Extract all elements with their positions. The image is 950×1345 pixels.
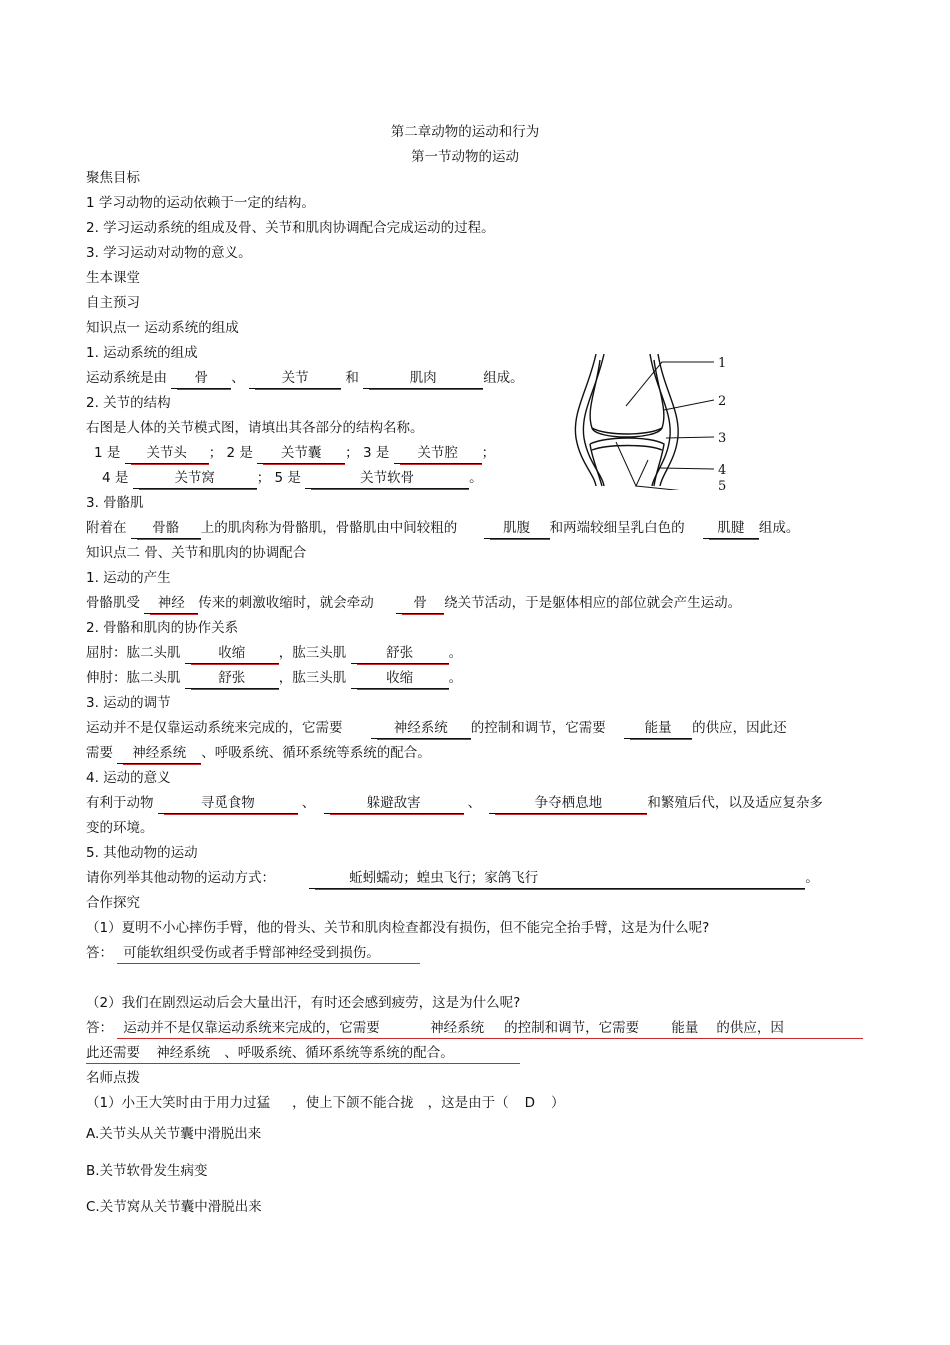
text: 、呼吸系统、循环系统等系统的配合。	[201, 745, 431, 761]
kp2-s3-line1	[86, 718, 787, 739]
text: 和	[345, 370, 359, 386]
answer-blank: 能量	[624, 718, 692, 739]
joint-capsule-right	[650, 354, 670, 486]
text: 的控制和调节，它需要	[504, 1020, 640, 1036]
text: 有利于动物	[86, 795, 154, 811]
text: 4 是	[102, 470, 129, 486]
joint-head	[590, 360, 664, 434]
text: ，这是由于（	[427, 1095, 509, 1111]
answer-key: 能量	[671, 1020, 699, 1036]
text: （1）小王大笑时由于用力过猛	[86, 1095, 271, 1111]
kp2-s2-title: 2. 骨骼和肌肉的协作关系	[86, 620, 239, 636]
option-c: C.关节窝从关节囊中滑脱出来	[86, 1199, 262, 1215]
kp2-ext	[86, 668, 462, 689]
answer-blank: 关节窝	[133, 468, 257, 489]
text: 、	[231, 370, 245, 386]
answer-blank: 舒张	[351, 643, 449, 664]
answer-blank: 躲避敌害	[324, 793, 464, 814]
figure-label: 5	[718, 479, 727, 490]
answer-text: 可能软组织受伤或者手臂部神经受到损伤。	[117, 943, 420, 964]
text: 需要	[86, 745, 113, 761]
kp1-s1-title: 1. 运动系统的组成	[86, 345, 198, 361]
text: 组成。	[758, 520, 800, 536]
goal-item: 1 学习动物的运动依赖于一定的结构。	[86, 195, 315, 211]
kp1-s2-title: 2. 关节的结构	[86, 395, 171, 411]
answer-blank: 关节软骨	[305, 468, 469, 489]
option-a: A.关节头从关节囊中滑脱出来	[86, 1126, 262, 1142]
text: 骨骼肌受	[86, 595, 140, 611]
answer-choice: D	[524, 1095, 535, 1111]
text: ； 2 是	[208, 445, 253, 461]
figure-label: 3	[718, 431, 727, 446]
section-title: 第一节动物的运动	[411, 149, 519, 165]
answer-blank: 神经	[144, 593, 198, 614]
joint-capsule-left-outer	[575, 354, 596, 486]
kp1-s3-title: 3. 骨骼肌	[86, 495, 144, 511]
answer-blank: 舒张	[185, 668, 279, 689]
explore-a2-line1	[86, 1018, 863, 1039]
kp2-s4-title: 4. 运动的意义	[86, 770, 171, 786]
figure-label: 4	[718, 463, 727, 478]
answer-blank: 骨	[396, 593, 444, 614]
answer-blank: 争夺栖息地	[489, 793, 647, 814]
text: 绕关节活动，于是躯体相应的部位就会产生运动。	[444, 595, 742, 611]
text: 。	[805, 870, 819, 886]
text: 的控制和调节，它需要	[470, 720, 606, 736]
text: ，使上下颌不能合拢	[292, 1095, 414, 1111]
answer-label: 答：	[86, 945, 113, 961]
leader-line-3	[666, 437, 714, 438]
leader-line-1	[626, 362, 714, 406]
tips-q1	[86, 1093, 565, 1113]
answer-blank: 神经系统	[117, 743, 201, 764]
kp2-s4-line2: 变的环境。	[86, 820, 154, 836]
text: ； 5 是	[256, 470, 301, 486]
text: 。	[448, 670, 463, 686]
kp1-s2-desc: 右图是人体的关节模式图，请填出其各部分的结构名称。	[86, 420, 424, 436]
answer-blank: 关节头	[125, 443, 209, 464]
kp1-s1-sentence	[86, 368, 524, 389]
kp1-s2-line1	[94, 443, 495, 464]
text: 的供应，因	[716, 1020, 784, 1036]
answer-blank: 神经系统	[371, 718, 471, 739]
text: 传来的刺激收缩时，就会牵动	[198, 595, 374, 611]
text: 伸肘：肱二头肌	[86, 670, 181, 686]
leader-line-5	[616, 442, 714, 490]
text: 上的肌肉称为骨骼肌，骨骼肌由中间较粗的	[200, 520, 458, 536]
text: 运动系统是由	[86, 370, 167, 386]
answer-label: 答：	[86, 1020, 113, 1036]
explore-heading: 合作探究	[86, 895, 140, 911]
joint-diagram	[566, 350, 738, 490]
text: 。	[448, 645, 463, 661]
joint-socket-left	[590, 444, 602, 486]
kp2-s5-title: 5. 其他动物的运动	[86, 845, 198, 861]
text: 请你列举其他动物的运动方式：	[86, 870, 275, 886]
answer-blank: 寻觅食物	[158, 793, 298, 814]
text: 屈肘：肱二头肌	[86, 645, 181, 661]
text: 附着在	[86, 520, 127, 536]
text: 、	[301, 795, 316, 811]
answer-blank: 肌腹	[484, 518, 550, 539]
tips-heading: 名师点拨	[86, 1070, 140, 1086]
figure-label: 2	[718, 394, 727, 409]
text: 、	[467, 795, 482, 811]
explore-q2: （2）我们在剧烈运动后会大量出汗，有时还会感到疲劳，这是为什么呢?	[86, 995, 521, 1011]
text: 。	[469, 470, 483, 486]
answer-text	[86, 1043, 520, 1064]
text: ，肱三头肌	[278, 670, 347, 686]
text: ，肱三头肌	[278, 645, 347, 661]
chapter-title: 第二章动物的运动和行为	[390, 124, 540, 140]
answer-blank: 关节囊	[257, 443, 345, 464]
text: 组成。	[483, 370, 524, 386]
text: 和繁殖后代，以及适应复杂多	[647, 795, 823, 811]
answer-blank: 收缩	[351, 668, 449, 689]
explore-a1	[86, 943, 420, 964]
kp1-s2-line2	[102, 468, 483, 489]
option-b: B.关节软骨发生病变	[86, 1163, 208, 1179]
kp2-s1-sentence	[86, 593, 741, 614]
class-heading: 生本课堂	[86, 270, 140, 286]
kp2-s1-title: 1. 运动的产生	[86, 570, 171, 586]
answer-blank: 关节	[249, 368, 341, 389]
answer-blank: 收缩	[185, 643, 279, 664]
text: ； 3 是	[345, 445, 390, 461]
goal-item: 2. 学习运动系统的组成及骨、关节和肌肉协调配合完成运动的过程。	[86, 220, 495, 236]
kp2-s3-line2	[86, 743, 431, 764]
preview-heading: 自主预习	[86, 295, 140, 311]
goal-item: 3. 学习运动对动物的意义。	[86, 245, 252, 261]
text: 运动并不是仅靠运动系统来完成的，它需要	[123, 1020, 380, 1036]
answer-blank: 蚯蚓蠕动；蝗虫飞行；家鸽飞行	[309, 868, 805, 889]
kp2-flex	[86, 643, 462, 664]
answer-blank: 肌腱	[703, 518, 759, 539]
answer-blank: 关节腔	[394, 443, 482, 464]
figure-label: 1	[718, 356, 727, 371]
answer-blank: 骨	[171, 368, 231, 389]
goals-heading: 聚焦目标	[86, 170, 140, 186]
explore-a2-line2	[86, 1043, 520, 1064]
text: 和两端较细呈乳白色的	[549, 520, 685, 536]
kp1-heading: 知识点一 运动系统的组成	[86, 320, 239, 336]
text: 此还需要	[86, 1045, 140, 1061]
answer-blank: 肌肉	[363, 368, 483, 389]
text: 的供应，因此还	[692, 720, 787, 736]
leader-line-4	[660, 468, 714, 469]
text: 运动并不是仅靠运动系统来完成的，它需要	[86, 720, 343, 736]
answer-key: 神经系统	[430, 1020, 485, 1036]
kp2-heading: 知识点二 骨、关节和肌肉的协调配合	[86, 545, 307, 561]
kp2-s4-line1	[86, 793, 823, 814]
text: 、呼吸系统、循环系统等系统的配合。	[224, 1045, 454, 1061]
kp2-s3-title: 3. 运动的调节	[86, 695, 171, 711]
text: ）	[551, 1095, 565, 1111]
answer-blank: 骨骼	[131, 518, 201, 539]
text: 1 是	[94, 445, 121, 461]
explore-q1: （1）夏明不小心摔伤手臂，他的骨头、关节和肌肉检查都没有损伤，但不能完全抬手臂，这是为什么呢?	[86, 920, 710, 936]
kp1-s3-sentence	[86, 518, 799, 539]
answer-key: 神经系统	[156, 1045, 211, 1061]
joint-cartilage-bottom	[592, 446, 662, 451]
kp2-s5-sentence	[86, 868, 819, 889]
text: ；	[481, 445, 496, 461]
answer-text	[117, 1018, 863, 1039]
